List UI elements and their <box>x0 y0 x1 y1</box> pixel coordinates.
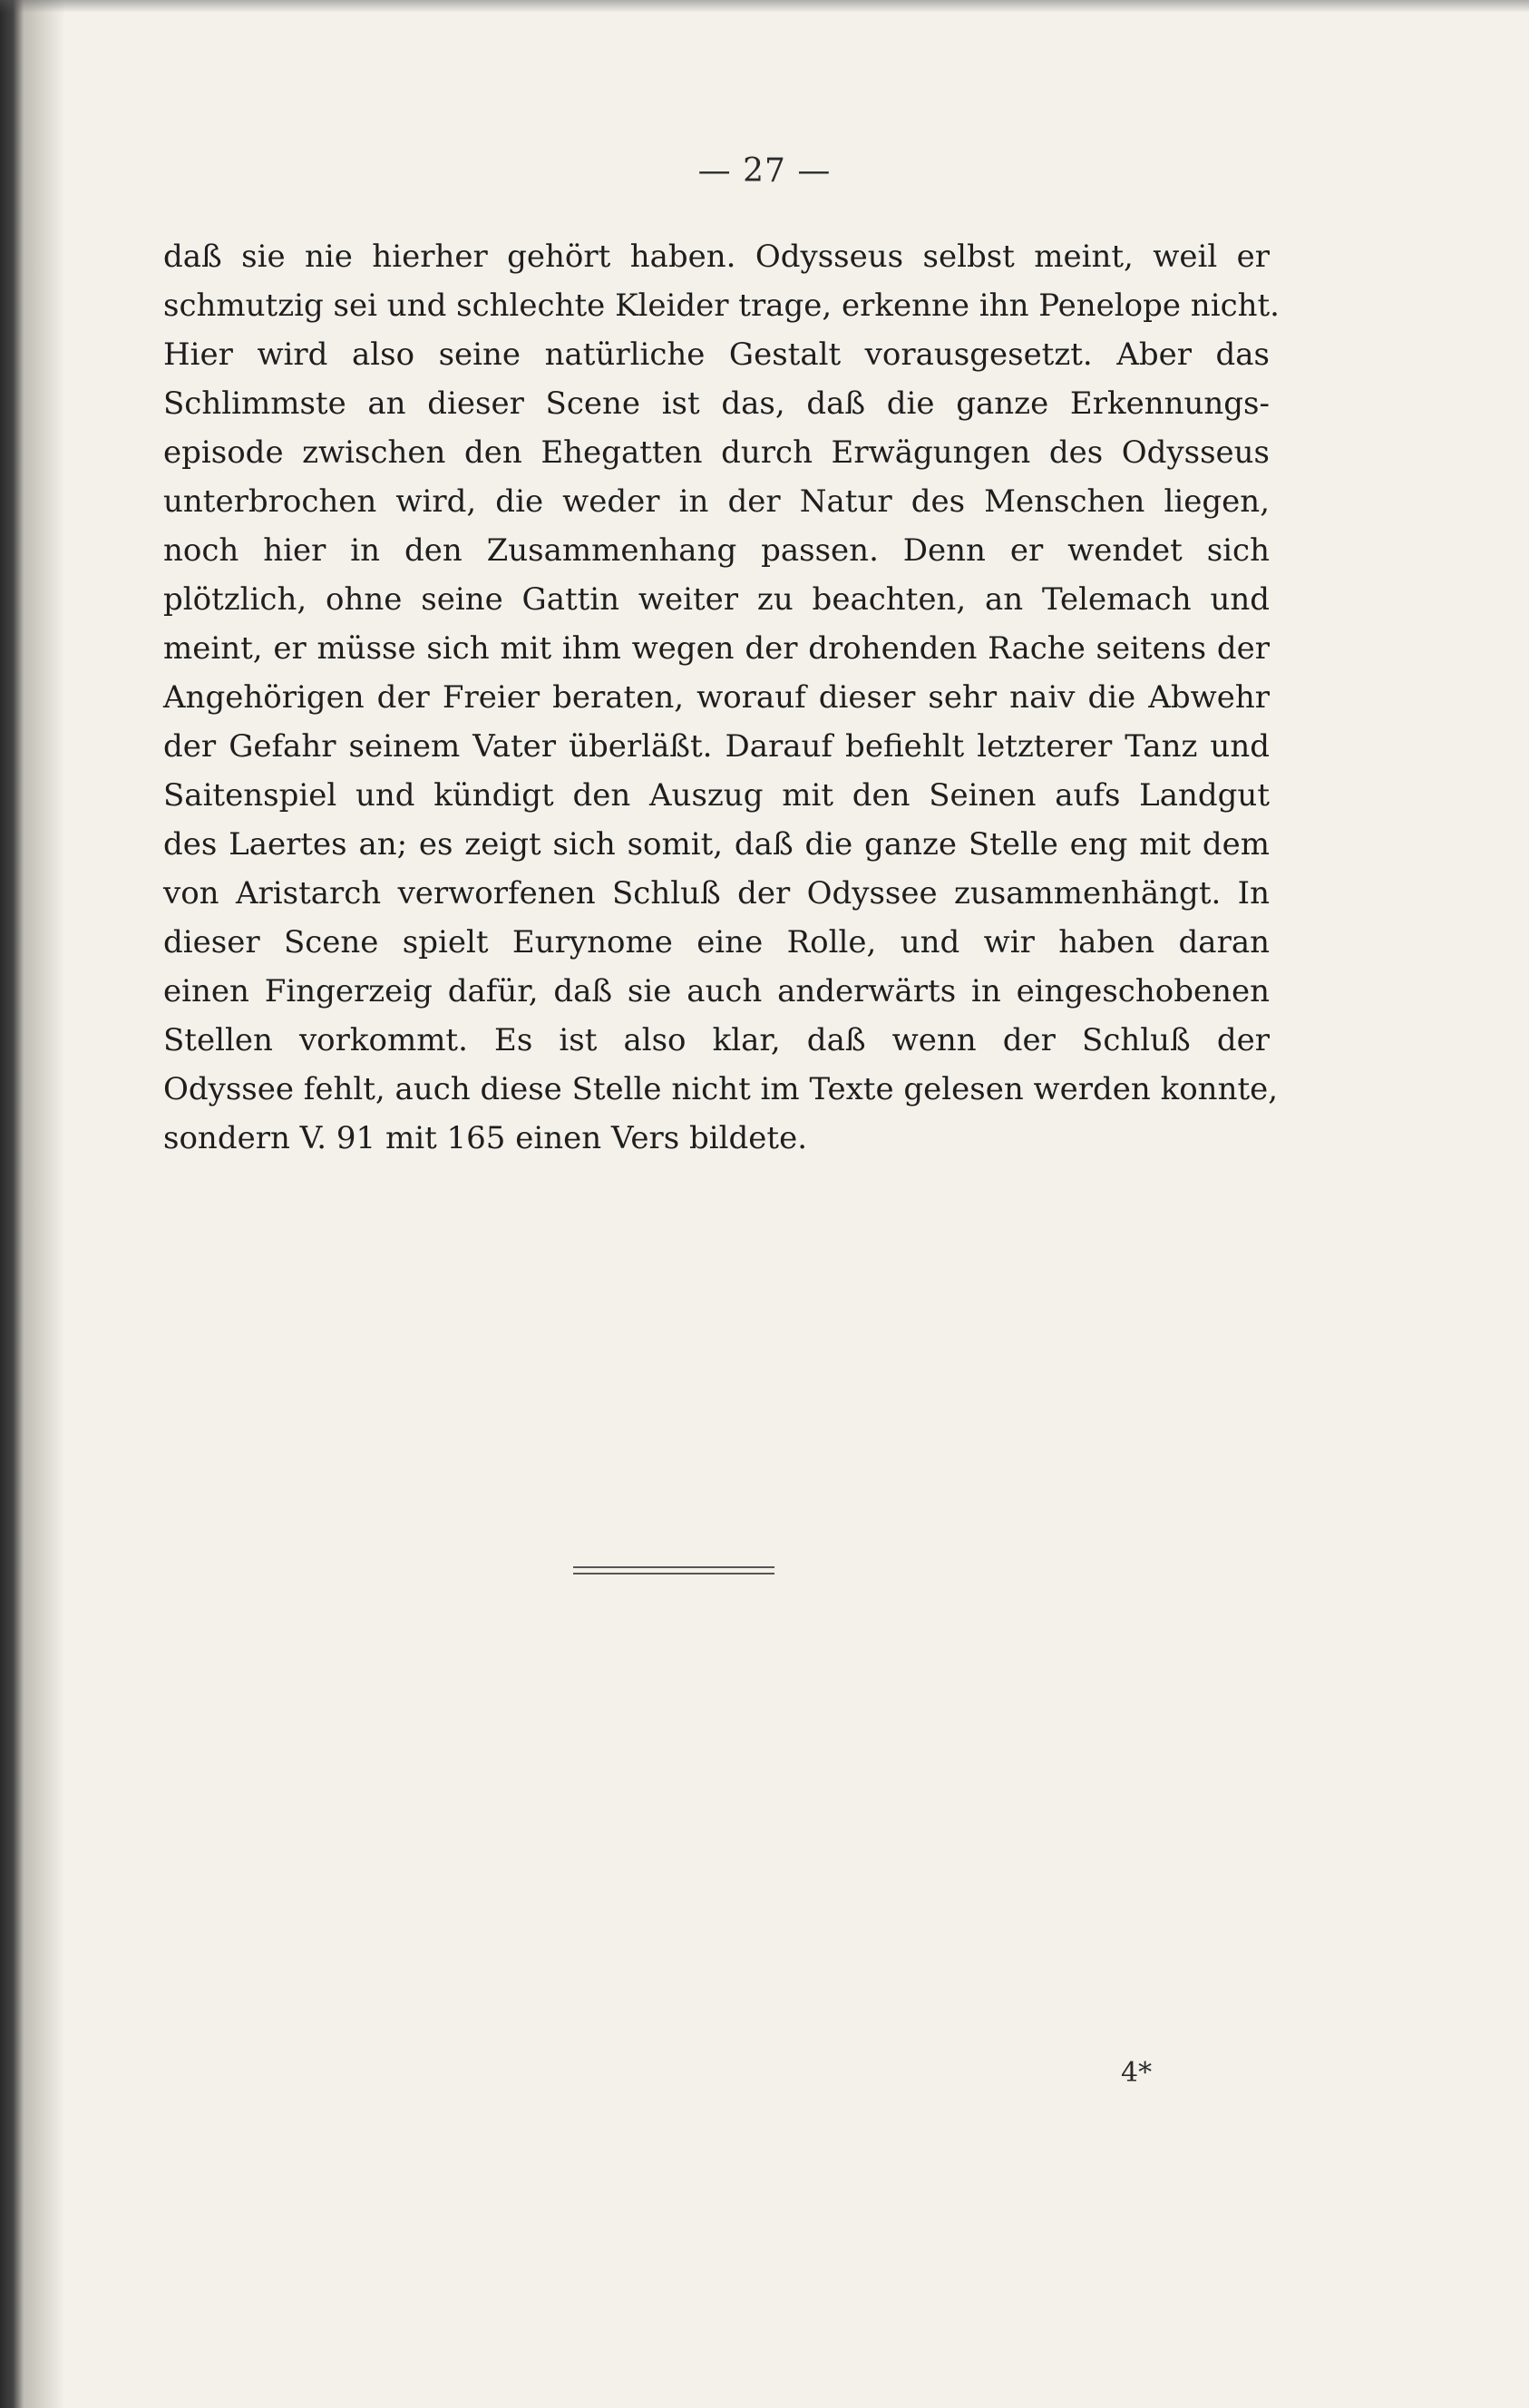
text-line: der Gefahr seinem Vater überläßt. Darauf befiehlt letzterer Tanz und <box>163 728 1270 765</box>
text-line: noch hier in den Zusammenhang passen. Denn er wendet sich <box>163 532 1270 569</box>
page-number: — 27 — <box>697 152 832 190</box>
text-line: Stellen vorkommt. Es ist also klar, daß wenn der Schluß der <box>163 1022 1270 1058</box>
section-separator <box>573 1566 774 1579</box>
text-line: Hier wird also seine natürliche Gestalt vorausgesetzt. Aber das <box>163 336 1270 373</box>
text-line: Saitenspiel und kündigt den Auszug mit den Seinen aufs Landgut <box>163 777 1270 814</box>
text-line: einen Fingerzeig dafür, daß sie auch anderwärts in eingeschobenen <box>163 973 1270 1009</box>
text-line: unterbrochen wird, die weder in der Natur des Menschen liegen, <box>163 483 1270 520</box>
separator-rule <box>573 1573 774 1574</box>
text-line: plötzlich, ohne seine Gattin weiter zu beachten, an Telemach und <box>163 581 1270 618</box>
text-line: daß sie nie hierher gehört haben. Odysseus selbst meint, weil er <box>163 239 1270 275</box>
text-line: dieser Scene spielt Eurynome eine Rolle, und wir haben daran <box>163 924 1270 960</box>
binding-edge <box>0 0 24 2408</box>
text-line: des Laertes an; es zeigt sich somit, daß die ganze Stelle eng mit dem <box>163 826 1270 863</box>
text-line: Odyssee fehlt, auch diese Stelle nicht im Texte gelesen werden konnte, <box>163 1071 1279 1107</box>
text-line: von Aristarch verworfenen Schluß der Odyssee zusammenhängt. In <box>163 875 1270 912</box>
text-line: sondern V. 91 mit 165 einen Vers bildete. <box>163 1120 808 1156</box>
text-line: schmutzig sei und schlechte Kleider trage, erkenne ihn Penelope nicht. <box>163 288 1280 324</box>
text-line: episode zwischen den Ehegatten durch Erwägungen des Odysseus <box>163 434 1270 471</box>
text-line: Angehörigen der Freier beraten, worauf dieser sehr naiv die Abwehr <box>163 679 1270 716</box>
printer-signature: 4* <box>1121 2057 1153 2089</box>
binding-shadow <box>24 0 65 2408</box>
body-text <box>163 232 1280 1163</box>
text-line: Schlimmste an dieser Scene ist das, daß die ganze Erkennungs- <box>163 385 1270 422</box>
text-line: meint, er müsse sich mit ihm wegen der drohenden Rache seitens der <box>163 630 1270 667</box>
top-edge-shadow <box>0 0 1529 13</box>
separator-rule <box>573 1566 774 1568</box>
